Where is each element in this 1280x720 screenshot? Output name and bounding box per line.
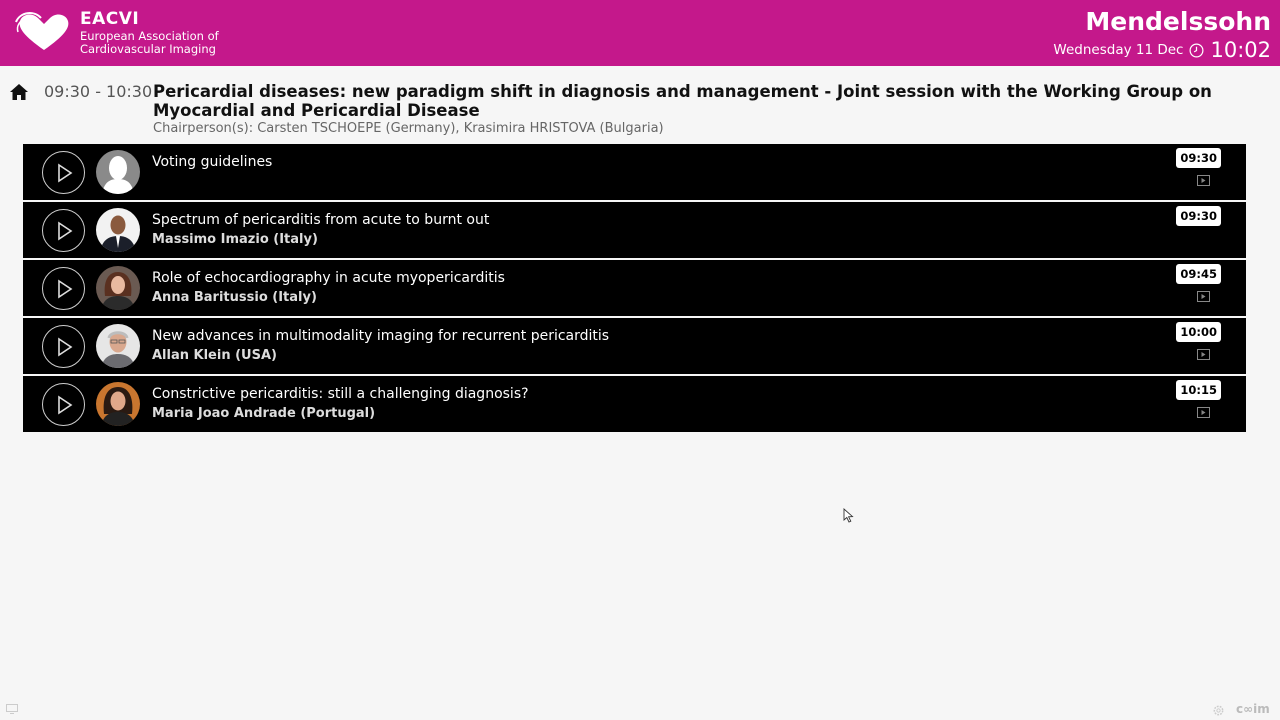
talk-title: Constrictive pericarditis: still a challenging diagnosis?	[152, 386, 529, 402]
play-button[interactable]	[42, 151, 85, 194]
play-icon	[56, 163, 74, 183]
speaker-photo-icon	[96, 208, 140, 252]
talk-time-badge: 10:15	[1176, 380, 1221, 400]
top-bar	[0, 0, 1280, 66]
current-time: 10:02	[1210, 38, 1271, 62]
talk-row[interactable]	[23, 318, 1246, 374]
chairpersons: Chairperson(s): Carsten TSCHOEPE (Germany), Krasimira HRISTOVA (Bulgaria)	[153, 121, 664, 136]
video-icon[interactable]	[1197, 291, 1210, 302]
gear-icon[interactable]	[1212, 704, 1225, 717]
speaker-photo-icon	[96, 382, 140, 426]
talk-time-badge: 10:00	[1176, 322, 1221, 342]
play-icon	[56, 279, 74, 299]
talk-title: Role of echocardiography in acute myopericarditis	[152, 270, 505, 286]
talk-time-badge: 09:30	[1176, 148, 1221, 168]
video-icon[interactable]	[1197, 175, 1210, 186]
brand-line-2: Cardiovascular Imaging	[80, 42, 216, 56]
avatar	[96, 150, 140, 194]
talk-title: New advances in multimodality imaging for recurrent pericarditis	[152, 328, 610, 344]
current-date: Wednesday 11 Dec	[1053, 42, 1184, 58]
brand	[80, 11, 219, 56]
play-button[interactable]	[42, 209, 85, 252]
talk-title: Spectrum of pericarditis from acute to burnt out	[152, 212, 490, 228]
play-icon	[56, 337, 74, 357]
avatar	[96, 266, 140, 310]
video-icon[interactable]	[1197, 349, 1210, 360]
eacvi-logo-icon	[14, 10, 74, 54]
speaker-name: Allan Klein (USA)	[152, 348, 277, 363]
mouse-cursor-icon	[843, 508, 854, 523]
play-button[interactable]	[42, 325, 85, 368]
session-title: Pericardial diseases: new paradigm shift in diagnosis and management - Joint session with the Working Group on Myocardial and Pericardial Disease	[153, 82, 1212, 120]
provider-logo: c∞im	[1236, 702, 1270, 716]
speaker-photo-icon	[96, 266, 140, 310]
avatar	[96, 324, 140, 368]
talk-row[interactable]	[23, 144, 1246, 200]
avatar	[96, 208, 140, 252]
clock-icon	[1189, 43, 1204, 58]
speaker-photo-icon	[96, 324, 140, 368]
avatar	[96, 382, 140, 426]
speaker-name: Massimo Imazio (Italy)	[152, 232, 318, 247]
talk-row[interactable]	[23, 376, 1246, 432]
video-icon[interactable]	[1197, 407, 1210, 418]
talk-list	[23, 144, 1246, 434]
person-silhouette-icon	[96, 150, 140, 194]
session-time: 09:30 - 10:30	[44, 82, 153, 101]
brand-line-1: European Association of	[80, 29, 219, 43]
talk-row[interactable]	[23, 260, 1246, 316]
talk-title: Voting guidelines	[152, 154, 273, 170]
play-button[interactable]	[42, 267, 85, 310]
home-icon[interactable]	[9, 82, 29, 102]
brand-name: EACVI	[80, 9, 140, 29]
speaker-name: Maria Joao Andrade (Portugal)	[152, 406, 376, 421]
play-icon	[56, 221, 74, 241]
room-name: Mendelssohn	[1085, 7, 1271, 36]
speaker-name: Anna Baritussio (Italy)	[152, 290, 317, 305]
talk-time-badge: 09:45	[1176, 264, 1221, 284]
date-time	[1053, 38, 1271, 62]
play-button[interactable]	[42, 383, 85, 426]
screen-icon[interactable]	[6, 704, 18, 714]
talk-row[interactable]	[23, 202, 1246, 258]
play-icon	[56, 395, 74, 415]
talk-time-badge: 09:30	[1176, 206, 1221, 226]
